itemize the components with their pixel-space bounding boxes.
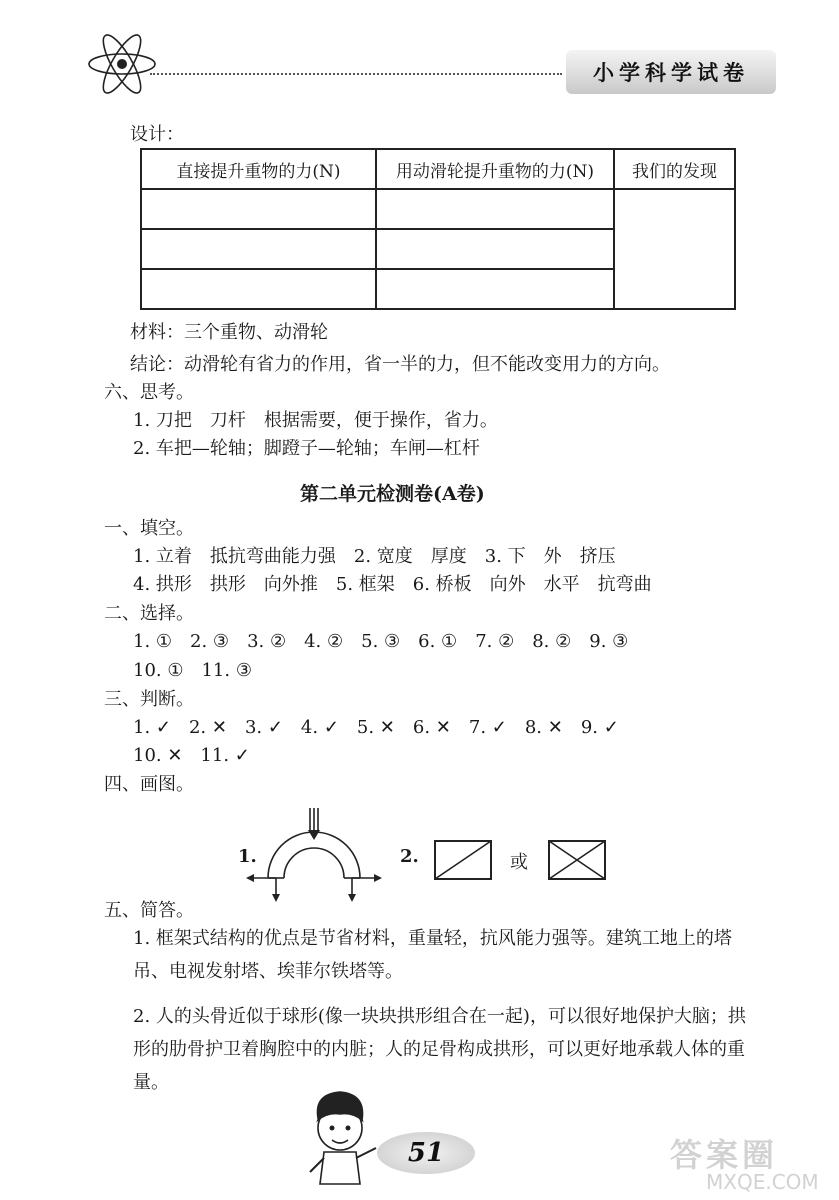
short-answer: 2. 人的头骨近似于球形(像一块块拱形组合在一起)，可以很好地保护大脑；拱形的肋骨护卫着胸腔中的内脏；人的足骨构成拱形，可以更好地承载人体的重量。 xyxy=(133,1006,746,1093)
watermark: 答案圈 xyxy=(670,1136,779,1174)
boy-mascot-icon xyxy=(300,1088,380,1194)
section6-item: 2. 车把—轮轴；脚蹬子—轮轴；车闸—杠杆 xyxy=(133,438,480,459)
page-number: 51 xyxy=(377,1132,475,1174)
arch-diagram xyxy=(244,806,384,902)
judge-line: 10. ✕ 11. ✓ xyxy=(133,745,250,766)
judge-line: 1. ✓ 2. ✕ 3. ✓ 4. ✓ 5. ✕ 6. ✕ 7. ✓ 8. ✕ 9. ✓ xyxy=(133,717,619,738)
header-divider xyxy=(150,73,562,75)
draw-heading: 四、画图。 xyxy=(104,774,194,795)
fill-line: 4. 拱形 拱形 向外推 5. 框架 6. 桥板 向外 水平 抗弯曲 xyxy=(133,574,652,595)
table-header-pulley: 用动滑轮提升重物的力(N) xyxy=(376,149,614,189)
choice-line: 10. ① 11. ③ xyxy=(133,660,252,681)
short-answer: 1. 框架式结构的优点是节省材料，重量轻，抗风能力强等。建筑工地上的塔吊、电视发射塔、埃菲尔铁塔等。 xyxy=(133,928,732,982)
table-header-direct: 直接提升重物的力(N) xyxy=(141,149,376,189)
frame-diagonal-diagram xyxy=(434,840,492,880)
draw-label-2: 2. xyxy=(400,846,419,867)
table-header-finding: 我们的发现 xyxy=(614,149,735,189)
fill-heading: 一、填空。 xyxy=(104,518,194,539)
frame-cross-diagram xyxy=(548,840,606,880)
table-cell xyxy=(376,189,614,229)
choice-heading: 二、选择。 xyxy=(104,603,194,624)
materials-text: 材料：三个重物、动滑轮 xyxy=(130,322,328,343)
design-table xyxy=(140,148,736,310)
draw-label-1: 1. xyxy=(238,846,257,867)
table-cell xyxy=(376,269,614,309)
design-label: 设计： xyxy=(130,124,184,145)
section6-item: 1. 刀把 刀杆 根据需要，便于操作，省力。 xyxy=(133,410,498,431)
table-cell xyxy=(376,229,614,269)
table-cell-finding xyxy=(614,189,735,309)
table-cell xyxy=(141,189,376,229)
conclusion-text: 结论：动滑轮有省力的作用，省一半的力，但不能改变用力的方向。 xyxy=(130,354,670,375)
choice-line: 1. ① 2. ③ 3. ② 4. ② 5. ③ 6. ① 7. ② 8. ② 9. ③ xyxy=(133,631,629,652)
unit-title: 第二单元检测卷(A卷) xyxy=(300,483,485,505)
fill-line: 1. 立着 抵抗弯曲能力强 2. 宽度 厚度 3. 下 外 挤压 xyxy=(133,546,616,567)
header-title: 小学科学试卷 xyxy=(566,50,776,94)
draw-or: 或 xyxy=(510,852,528,873)
table-cell xyxy=(141,229,376,269)
judge-heading: 三、判断。 xyxy=(104,689,194,710)
short-heading: 五、简答。 xyxy=(104,900,194,921)
table-cell xyxy=(141,269,376,309)
section6-heading: 六、思考。 xyxy=(104,382,194,403)
atom-logo-icon xyxy=(86,28,158,100)
watermark-url: MXQE.COM xyxy=(706,1170,819,1194)
